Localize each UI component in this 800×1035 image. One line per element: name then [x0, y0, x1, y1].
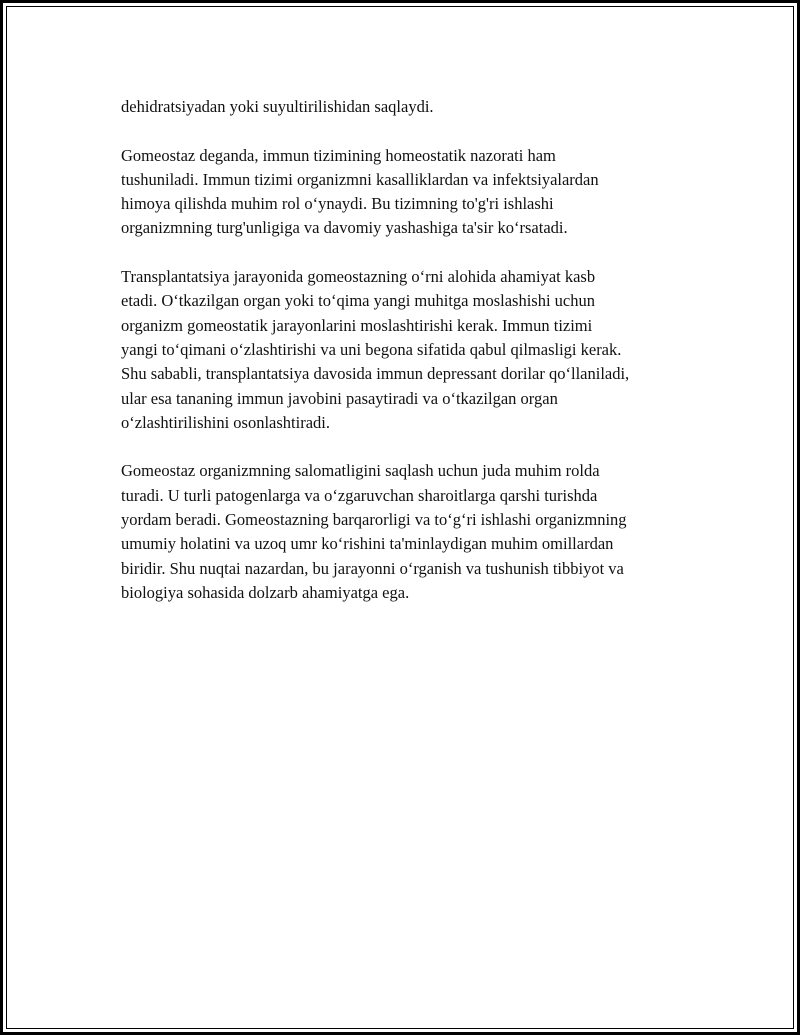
- text-line: biridir. Shu nuqtai nazardan, bu jarayonni o‘rganish va tushunish tibbiyot va: [121, 558, 624, 578]
- text-line: organizm gomeostatik jarayonlarini moslashtirishi kerak. Immun tizimi: [121, 315, 593, 335]
- text-line: biologiya sohasida dolzarb ahamiyatga ega.: [121, 582, 410, 602]
- text-line: etadi. O‘tkazilgan organ yoki to‘qima yangi muhitga moslashishi uchun: [121, 291, 595, 311]
- document-body: [121, 95, 711, 630]
- paragraph-1: [121, 95, 711, 119]
- text-line: tushuniladi. Immun tizimi organizmni kasalliklardan va infektsiyalardan: [121, 169, 599, 189]
- text-line: dehidratsiyadan yoki suyultirilishidan saqlaydi.: [121, 97, 434, 116]
- text-line: ular esa tananing immun javobini pasaytiradi va o‘tkazilgan organ: [121, 388, 558, 408]
- text-line: Gomeostaz deganda, immun tizimining homeostatik nazorati ham: [121, 145, 556, 165]
- paragraph-3: [121, 265, 711, 435]
- text-line: Transplantatsiya jarayonida gomeostazning o‘rni alohida ahamiyat kasb: [121, 267, 596, 287]
- text-line: yangi to‘qimani o‘zlashtirishi va uni begona sifatida qabul qilmasligi kerak.: [121, 339, 622, 359]
- paragraph-4: [121, 459, 711, 605]
- text-line: Gomeostaz organizmning salomatligini saqlash uchun juda muhim rolda: [121, 461, 600, 481]
- text-line: himoya qilishda muhim rol o‘ynaydi. Bu tizimning to'g'ri ishlashi: [121, 194, 554, 214]
- text-line: Shu sababli, transplantatsiya davosida immun depressant dorilar qo‘llaniladi,: [121, 364, 630, 384]
- paragraph-2: [121, 144, 711, 241]
- text-line: o‘zlashtirilishini osonlashtiradi.: [121, 412, 330, 432]
- text-line: organizmning turg'unligiga va davomiy yashashiga ta'sir ko‘rsatadi.: [121, 218, 568, 238]
- text-line: yordam beradi. Gomeostazning barqarorligi va to‘g‘ri ishlashi organizmning: [121, 510, 627, 530]
- text-line: turadi. U turli patogenlarga va o‘zgaruvchan sharoitlarga qarshi turishda: [121, 485, 598, 505]
- text-line: umumiy holatini va uzoq umr ko‘rishini ta'minlaydigan muhim omillardan: [121, 534, 614, 554]
